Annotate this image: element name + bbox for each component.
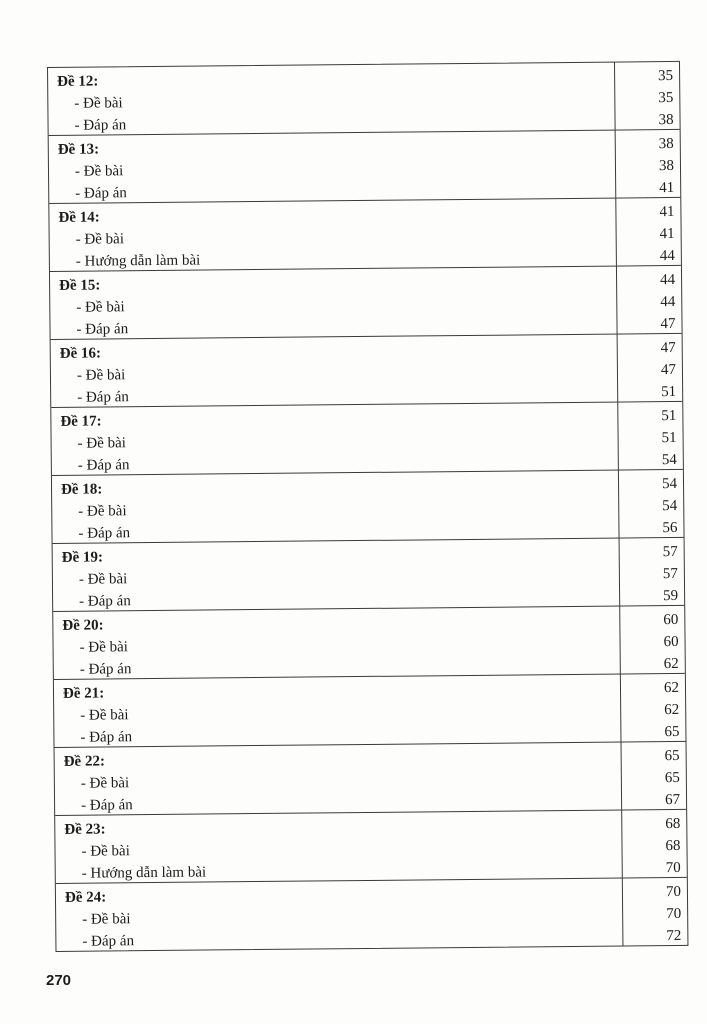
entry-page: 68 [665, 837, 681, 855]
section-title: Đề 16: [59, 345, 102, 362]
section-title: Đề 13: [57, 141, 100, 158]
entry-page: 47 [660, 315, 676, 333]
entry-label: - Đề bài [77, 435, 127, 452]
entry-label: - Đề bài [75, 231, 125, 248]
section-page: 60 [663, 611, 679, 629]
entry-label: - Đề bài [76, 367, 126, 384]
section-title: Đề 22: [63, 753, 105, 770]
entry-label: - Đề bài [74, 163, 124, 180]
entry-page: 54 [661, 451, 677, 469]
entry-label: - Đề bài [81, 843, 130, 860]
entry-label: - Đáp án [80, 729, 133, 746]
section-page: 41 [659, 203, 675, 221]
entry-label: - Đề bài [74, 95, 123, 112]
section-title: Đề 20: [62, 617, 104, 634]
toc-section [49, 130, 681, 204]
toc-section [53, 538, 685, 612]
toc-section [52, 470, 684, 544]
entry-page: 44 [660, 293, 676, 311]
section-page: 70 [665, 883, 682, 901]
entry-page: 59 [663, 587, 679, 605]
entry-label: - Đề bài [76, 299, 125, 316]
toc-section [56, 878, 688, 951]
toc-section [51, 402, 683, 476]
entry-page: 60 [663, 633, 679, 651]
page-number: 270 [46, 972, 72, 989]
entry-page: 65 [664, 769, 680, 787]
section-title: Đề 14: [58, 209, 100, 226]
entry-label: - Đáp án [81, 797, 133, 814]
section-page: 51 [661, 407, 677, 425]
toc-section [54, 674, 686, 748]
entry-label: - Đáp án [79, 661, 132, 678]
entry-label: - Đáp án [77, 389, 129, 406]
section-title: Đề 12: [57, 73, 99, 90]
entry-label: - Đề bài [78, 503, 127, 520]
entry-label: - Đề bài [80, 707, 129, 724]
entry-label: - Đề bài [80, 775, 130, 792]
entry-label: - Đáp án [76, 321, 129, 338]
entry-page: 51 [661, 383, 677, 401]
section-page: 68 [665, 815, 681, 833]
section-page: 47 [660, 339, 676, 357]
entry-page: 51 [661, 429, 677, 447]
section-title: Đề 23: [64, 821, 106, 838]
toc-section [53, 606, 685, 680]
entry-page: 47 [660, 361, 677, 379]
section-title: Đề 24: [64, 889, 107, 906]
section-title: Đề 21: [62, 685, 105, 702]
toc-section [55, 810, 687, 884]
section-title: Đề 19: [61, 549, 104, 566]
section-title: Đề 17: [60, 413, 102, 430]
entry-page: 57 [662, 565, 678, 583]
section-title: Đề 15: [59, 277, 101, 294]
entry-page: 41 [659, 225, 675, 243]
section-page: 57 [662, 543, 678, 561]
entry-page: 62 [663, 655, 679, 673]
toc-entry [56, 925, 687, 953]
entry-page: 70 [665, 859, 681, 877]
entry-label: - Hướng dẫn làm bài [75, 252, 201, 270]
section-page: 62 [663, 679, 680, 697]
toc-section [50, 266, 682, 340]
entry-label: - Đề bài [78, 571, 128, 588]
entry-page: 72 [666, 927, 682, 945]
table-of-contents [47, 61, 688, 952]
entry-page: 54 [662, 497, 678, 515]
entry-label: - Đáp án [78, 525, 131, 542]
entry-label: - Đáp án [79, 593, 131, 610]
entry-page: 38 [658, 111, 674, 129]
entry-page: 38 [658, 157, 675, 175]
section-page: 35 [658, 67, 674, 85]
section-page: 54 [661, 475, 678, 493]
entry-page: 44 [659, 247, 675, 265]
entry-label: - Đáp án [74, 117, 127, 134]
entry-page: 67 [664, 791, 681, 809]
section-title: Đề 18: [60, 481, 103, 498]
entry-label: - Đáp án [82, 933, 135, 950]
section-page: 38 [658, 135, 674, 153]
toc-section [51, 334, 683, 408]
entry-page: 35 [658, 89, 674, 107]
toc-section [55, 742, 687, 816]
entry-page: 56 [662, 519, 678, 537]
entry-page: 65 [664, 723, 680, 741]
entry-label: - Hướng dẫn làm bài [81, 864, 207, 882]
entry-label: - Đề bài [79, 639, 128, 656]
entry-page: 41 [659, 179, 675, 197]
toc-section [49, 198, 681, 272]
entry-page: 70 [666, 905, 682, 923]
toc-section [48, 62, 680, 136]
entry-label: - Đáp án [77, 457, 130, 474]
entry-page: 62 [664, 701, 680, 719]
entry-label: - Đáp án [75, 185, 127, 202]
entry-label: - Đề bài [82, 911, 131, 928]
section-page: 44 [659, 271, 676, 289]
section-page: 65 [664, 747, 680, 765]
